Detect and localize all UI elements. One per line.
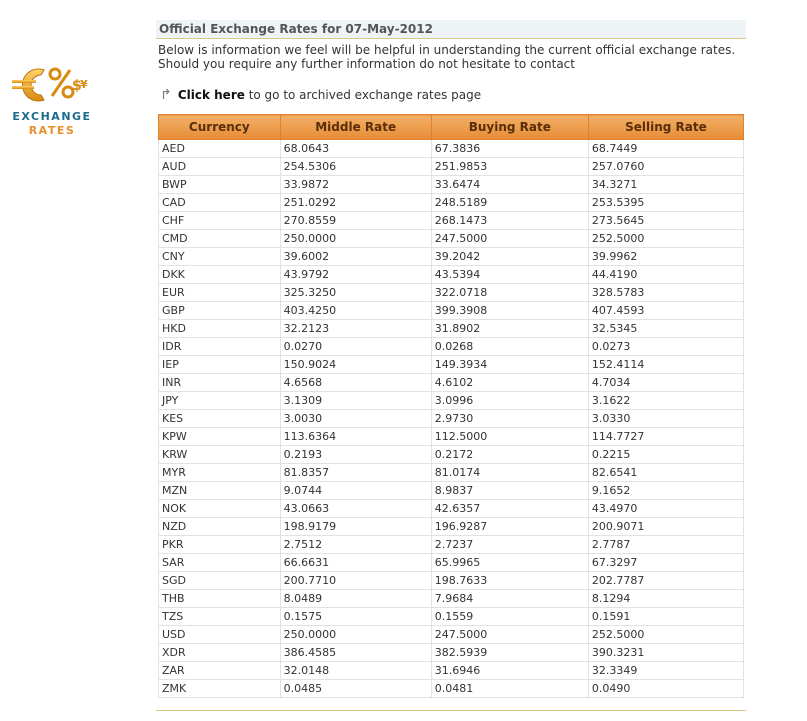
- selling-rate-cell: 202.7787: [588, 572, 743, 590]
- archive-link-row: [160, 87, 746, 103]
- selling-rate-cell: 0.0273: [588, 338, 743, 356]
- currency-cell: CHF: [159, 212, 281, 230]
- selling-rate-cell: 34.3271: [588, 176, 743, 194]
- buying-rate-cell: 248.5189: [431, 194, 588, 212]
- svg-text:$: $: [72, 78, 82, 94]
- archive-link[interactable]: Click here: [177, 88, 245, 102]
- table-row: [159, 518, 744, 536]
- selling-rate-cell: 200.9071: [588, 518, 743, 536]
- table-row: [159, 392, 744, 410]
- buying-rate-cell: 4.6102: [431, 374, 588, 392]
- table-row: [159, 320, 744, 338]
- selling-rate-cell: 3.0330: [588, 410, 743, 428]
- currency-cell: IDR: [159, 338, 281, 356]
- currency-cell: XDR: [159, 644, 281, 662]
- middle-rate-cell: 4.6568: [280, 374, 431, 392]
- currency-cell: KRW: [159, 446, 281, 464]
- logo-text-exchange: EXCHANGE: [12, 110, 92, 123]
- middle-rate-cell: 0.1575: [280, 608, 431, 626]
- selling-rate-cell: 114.7727: [588, 428, 743, 446]
- selling-rate-cell: 68.7449: [588, 140, 743, 158]
- buying-rate-cell: 0.0481: [431, 680, 588, 698]
- selling-rate-cell: 8.1294: [588, 590, 743, 608]
- middle-rate-cell: 254.5306: [280, 158, 431, 176]
- exchange-rates-logo: [10, 62, 94, 142]
- middle-rate-cell: 9.0744: [280, 482, 431, 500]
- table-row: [159, 644, 744, 662]
- table-row: [159, 248, 744, 266]
- buying-rate-cell: 39.2042: [431, 248, 588, 266]
- table-row: [159, 554, 744, 572]
- currency-cell: BWP: [159, 176, 281, 194]
- selling-rate-cell: 253.5395: [588, 194, 743, 212]
- logo-text-rates: RATES: [28, 124, 76, 137]
- buying-rate-cell: 31.6946: [431, 662, 588, 680]
- currency-cell: TZS: [159, 608, 281, 626]
- table-row: [159, 428, 744, 446]
- buying-rate-cell: 0.0268: [431, 338, 588, 356]
- buying-rate-cell: 8.9837: [431, 482, 588, 500]
- currency-cell: NZD: [159, 518, 281, 536]
- table-row: [159, 356, 744, 374]
- svg-text:¥: ¥: [80, 78, 88, 91]
- buying-rate-cell: 251.9853: [431, 158, 588, 176]
- currency-cell: JPY: [159, 392, 281, 410]
- table-row: [159, 500, 744, 518]
- intro-line-2: Should you require any further information do not hesitate to contact: [158, 57, 575, 71]
- middle-rate-cell: 81.8357: [280, 464, 431, 482]
- middle-rate-cell: 43.9792: [280, 266, 431, 284]
- table-row: [159, 662, 744, 680]
- buying-rate-cell: 268.1473: [431, 212, 588, 230]
- currency-cell: KES: [159, 410, 281, 428]
- buying-rate-cell: 382.5939: [431, 644, 588, 662]
- middle-rate-cell: 0.0485: [280, 680, 431, 698]
- middle-rate-cell: 3.0030: [280, 410, 431, 428]
- table-body: [159, 140, 744, 698]
- middle-rate-cell: 39.6002: [280, 248, 431, 266]
- middle-rate-cell: 386.4585: [280, 644, 431, 662]
- selling-rate-cell: 82.6541: [588, 464, 743, 482]
- middle-rate-cell: 113.6364: [280, 428, 431, 446]
- intro-line-1: Below is information we feel will be helpful in understanding the current official exchange rates.: [158, 43, 736, 57]
- buying-rate-cell: 149.3934: [431, 356, 588, 374]
- table-row: [159, 212, 744, 230]
- buying-rate-cell: 196.9287: [431, 518, 588, 536]
- intro-text: [158, 43, 746, 71]
- middle-rate-cell: 250.0000: [280, 230, 431, 248]
- currency-cell: SGD: [159, 572, 281, 590]
- selling-rate-cell: 44.4190: [588, 266, 743, 284]
- selling-rate-cell: 328.5783: [588, 284, 743, 302]
- middle-rate-cell: 270.8559: [280, 212, 431, 230]
- middle-rate-cell: 33.9872: [280, 176, 431, 194]
- selling-rate-cell: 0.1591: [588, 608, 743, 626]
- table-row: [159, 158, 744, 176]
- buying-rate-cell: 31.8902: [431, 320, 588, 338]
- table-row: [159, 608, 744, 626]
- currency-cell: GBP: [159, 302, 281, 320]
- currency-cell: EUR: [159, 284, 281, 302]
- table-row: [159, 626, 744, 644]
- middle-rate-cell: 150.9024: [280, 356, 431, 374]
- header-currency: Currency: [159, 115, 281, 140]
- buying-rate-cell: 81.0174: [431, 464, 588, 482]
- currency-cell: THB: [159, 590, 281, 608]
- selling-rate-cell: 0.0490: [588, 680, 743, 698]
- middle-rate-cell: 198.9179: [280, 518, 431, 536]
- table-row: [159, 536, 744, 554]
- middle-rate-cell: 32.2123: [280, 320, 431, 338]
- header-selling-rate: Selling Rate: [588, 115, 743, 140]
- buying-rate-cell: 67.3836: [431, 140, 588, 158]
- selling-rate-cell: 273.5645: [588, 212, 743, 230]
- buying-rate-cell: 43.5394: [431, 266, 588, 284]
- buying-rate-cell: 33.6474: [431, 176, 588, 194]
- middle-rate-cell: 0.0270: [280, 338, 431, 356]
- buying-rate-cell: 247.5000: [431, 230, 588, 248]
- currency-cell: USD: [159, 626, 281, 644]
- middle-rate-cell: 43.0663: [280, 500, 431, 518]
- selling-rate-cell: 257.0760: [588, 158, 743, 176]
- currency-cell: DKK: [159, 266, 281, 284]
- buying-rate-cell: 65.9965: [431, 554, 588, 572]
- middle-rate-cell: 403.4250: [280, 302, 431, 320]
- curved-arrow-icon: ↱: [160, 87, 172, 103]
- selling-rate-cell: 43.4970: [588, 500, 743, 518]
- buying-rate-cell: 322.0718: [431, 284, 588, 302]
- middle-rate-cell: 68.0643: [280, 140, 431, 158]
- selling-rate-cell: 390.3231: [588, 644, 743, 662]
- buying-rate-cell: 112.5000: [431, 428, 588, 446]
- middle-rate-cell: 3.1309: [280, 392, 431, 410]
- table-header-row: [159, 115, 744, 140]
- main-content: [156, 20, 746, 695]
- buying-rate-cell: 247.5000: [431, 626, 588, 644]
- buying-rate-cell: 0.1559: [431, 608, 588, 626]
- middle-rate-cell: 66.6631: [280, 554, 431, 572]
- middle-rate-cell: 200.7710: [280, 572, 431, 590]
- currency-cell: CNY: [159, 248, 281, 266]
- currency-cell: ZAR: [159, 662, 281, 680]
- table-row: [159, 464, 744, 482]
- euro-percent-logo-icon: [10, 62, 94, 108]
- currency-cell: MYR: [159, 464, 281, 482]
- buying-rate-cell: 2.9730: [431, 410, 588, 428]
- currency-cell: INR: [159, 374, 281, 392]
- middle-rate-cell: 251.0292: [280, 194, 431, 212]
- table-row: [159, 572, 744, 590]
- buying-rate-cell: 3.0996: [431, 392, 588, 410]
- currency-cell: AUD: [159, 158, 281, 176]
- middle-rate-cell: 0.2193: [280, 446, 431, 464]
- page-title: Official Exchange Rates for 07-May-2012: [156, 20, 746, 39]
- currency-cell: IEP: [159, 356, 281, 374]
- table-row: [159, 680, 744, 698]
- currency-cell: MZN: [159, 482, 281, 500]
- selling-rate-cell: 9.1652: [588, 482, 743, 500]
- table-row: [159, 176, 744, 194]
- table-row: [159, 410, 744, 428]
- middle-rate-cell: 32.0148: [280, 662, 431, 680]
- footer-divider: [156, 710, 746, 711]
- currency-cell: NOK: [159, 500, 281, 518]
- currency-cell: CAD: [159, 194, 281, 212]
- selling-rate-cell: 67.3297: [588, 554, 743, 572]
- buying-rate-cell: 198.7633: [431, 572, 588, 590]
- middle-rate-cell: 325.3250: [280, 284, 431, 302]
- currency-cell: AED: [159, 140, 281, 158]
- currency-cell: ZMK: [159, 680, 281, 698]
- table-row: [159, 446, 744, 464]
- header-middle-rate: Middle Rate: [280, 115, 431, 140]
- middle-rate-cell: 8.0489: [280, 590, 431, 608]
- table-row: [159, 482, 744, 500]
- currency-cell: CMD: [159, 230, 281, 248]
- table-row: [159, 374, 744, 392]
- selling-rate-cell: 407.4593: [588, 302, 743, 320]
- selling-rate-cell: 252.5000: [588, 230, 743, 248]
- currency-cell: SAR: [159, 554, 281, 572]
- currency-cell: KPW: [159, 428, 281, 446]
- selling-rate-cell: 152.4114: [588, 356, 743, 374]
- buying-rate-cell: 0.2172: [431, 446, 588, 464]
- exchange-rates-table: [158, 114, 744, 698]
- selling-rate-cell: 2.7787: [588, 536, 743, 554]
- buying-rate-cell: 42.6357: [431, 500, 588, 518]
- selling-rate-cell: 39.9962: [588, 248, 743, 266]
- table-row: [159, 140, 744, 158]
- table-row: [159, 266, 744, 284]
- middle-rate-cell: 2.7512: [280, 536, 431, 554]
- buying-rate-cell: 2.7237: [431, 536, 588, 554]
- selling-rate-cell: 32.3349: [588, 662, 743, 680]
- selling-rate-cell: 3.1622: [588, 392, 743, 410]
- table-row: [159, 590, 744, 608]
- buying-rate-cell: 7.9684: [431, 590, 588, 608]
- table-row: [159, 230, 744, 248]
- archive-link-description: to go to archived exchange rates page: [244, 88, 482, 102]
- table-row: [159, 194, 744, 212]
- currency-cell: PKR: [159, 536, 281, 554]
- header-buying-rate: Buying Rate: [431, 115, 588, 140]
- buying-rate-cell: 399.3908: [431, 302, 588, 320]
- selling-rate-cell: 32.5345: [588, 320, 743, 338]
- middle-rate-cell: 250.0000: [280, 626, 431, 644]
- currency-cell: HKD: [159, 320, 281, 338]
- selling-rate-cell: 252.5000: [588, 626, 743, 644]
- table-row: [159, 338, 744, 356]
- table-row: [159, 284, 744, 302]
- table-row: [159, 302, 744, 320]
- selling-rate-cell: 0.2215: [588, 446, 743, 464]
- selling-rate-cell: 4.7034: [588, 374, 743, 392]
